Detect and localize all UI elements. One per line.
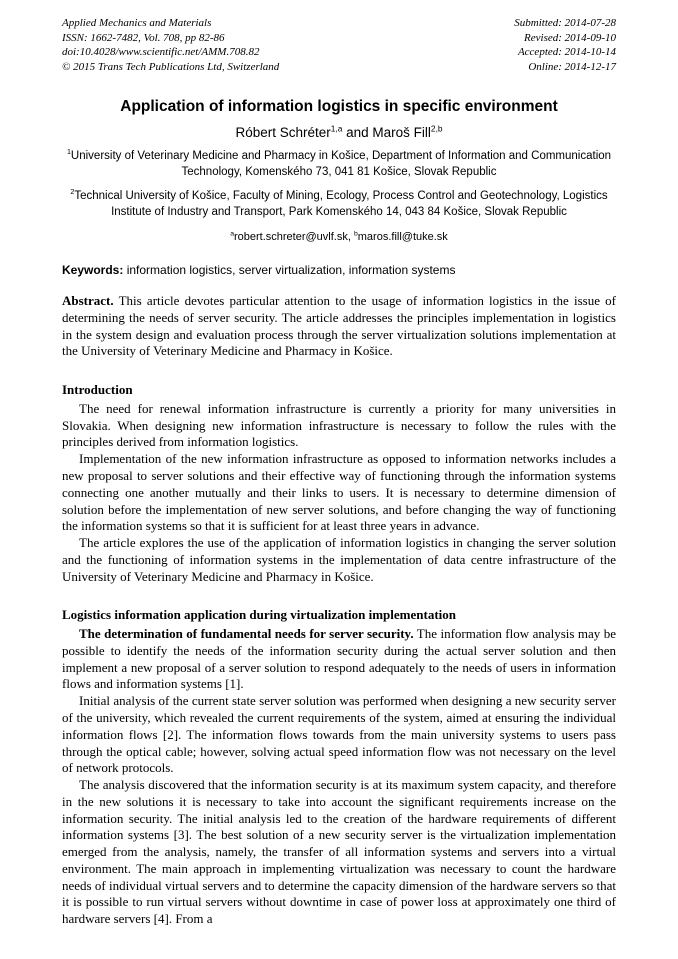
author-1-name: Róbert Schréter [235,125,331,141]
affiliation-1-text: University of Veterinary Medicine and Pharmacy in Košice, Department of Information and Communication Technology, Komenského 73, 041 81 Košice, Slovak Republic [70,150,612,178]
email-b-mark: b [353,230,358,238]
journal-name: Applied Mechanics and Materials [62,17,212,29]
affiliation-2-text: Technical University of Košice, Faculty of Mining, Ecology, Process Control and Geotechnology, Logistics Institute of Industry and Transport, Park Komenského 14, 043 84 Košice, Slovak Republic [74,190,608,218]
intro-paragraph-2: Implementation of the new information infrastructure as opposed to information networks includes a new proposal to server solutions and their effective way of functioning through the information systems connecting one another mutually and their links to users. It is necessary to determine dimension of solution before the implementation of new server solutions, and before changing the way of functioning the information systems so that it is sufficient for at least three years in advance. [62,451,616,534]
journal-copyright: © 2015 Trans Tech Publications Ltd, Switzerland [62,60,280,73]
revised-date: Revised: 2014-09-10 [524,31,616,44]
email-a: robert.schreter@uvlf.sk, [233,231,354,244]
journal-header [62,16,616,74]
affiliation-2 [62,189,616,220]
email-b: maros.fill@tuke.sk [357,231,448,244]
logistics-runin-heading: The determination of fundamental needs for server security. [79,626,414,642]
intro-paragraph-1: The need for renewal information infrastructure is currently a priority for many universities in Slovakia. When designing new information infrastructure is necessary to follow the rules with the principles derived from information logistics. [62,400,616,450]
online-date: Online: 2014-12-17 [528,60,616,73]
abstract-text: This article devotes particular attention to the usage of information logistics in the issue of determining the needs of server security. The article addresses the principles implementation in logistics in the system design and evaluation process through the server virtualization solutions implementation at the University of Veterinary Medicine and Pharmacy in Košice. [62,293,616,359]
keywords-line [62,263,616,277]
affiliation-1-mark: 1 [66,148,71,157]
author-2-name: Maroš Fill [372,125,431,141]
paper-title: Application of information logistics in specific environment [120,98,558,116]
section-heading-logistics: Logistics information application during virtualization implementation [62,607,456,623]
affiliation-1 [62,149,616,180]
authors-line [62,125,616,140]
journal-doi: doi:10.4028/www.scientific.net/AMM.708.82 [62,46,260,59]
logistics-paragraph-3: The analysis discovered that the information security is at its maximum system capacity, and therefore in the new solutions it is necessary to take into account the significant requirements increase on the information security. The initial analysis led to the creation of the hardware requirements of different information systems [3]. The best solution of a new security server is the virtualization implementation emerged from the analysis, namely, the transfer of all information systems and servers into a virtual environment. The main approach in implementing virtualization was necessary to count the hardware needs of individual virtual servers and to determine the capacity dimension of the hardware servers so that it is possible to run virtual servers without downtime in case of power loss at approximately one third of hardware servers [4]. From a [62,777,616,927]
email-a-mark: a [230,230,234,238]
abstract [62,293,616,360]
keywords-label: Keywords: [62,263,124,278]
section-heading-introduction: Introduction [62,382,133,398]
submitted-date: Submitted: 2014-07-28 [514,17,616,29]
authors-connector: and [342,125,373,141]
affiliation-2-mark: 2 [70,188,75,197]
logistics-paragraph-1 [62,626,616,693]
accepted-date: Accepted: 2014-10-14 [517,46,616,59]
author-emails [62,231,616,243]
abstract-label: Abstract. [62,293,114,309]
author-2-affiliation-mark: 2,b [430,123,443,134]
logistics-paragraph-1-text: The information flow analysis may be possible to identify the needs of the information security during the actual server solution and then implement a new proposal of a server solution to respond adequately to the needs of users in information flows and information systems [1]. [62,626,617,692]
intro-paragraph-3: The article explores the use of the application of information logistics in changing the server solution and the functioning of information systems in the implementation of data centre infrastructure of the University of Veterinary Medicine and Pharmacy in Košice. [62,535,616,584]
keywords-text: information logistics, server virtualization, information systems [123,263,456,278]
author-1-affiliation-mark: 1,a [330,123,343,134]
submission-dates [514,16,616,74]
journal-info [62,16,279,74]
logistics-paragraph-2: Initial analysis of the current state server solution was performed when designing a new security server of the university, which revealed the current requirements of the system, aimed at ensuring the individual information flows [2]. The information flows towards from the main university systems to users pass through the optical cable; however, solving actual speed information flow was not necessary on the level of network protocols. [62,693,616,776]
journal-issn-volume: ISSN: 1662-7482, Vol. 708, pp 82-86 [62,31,225,44]
